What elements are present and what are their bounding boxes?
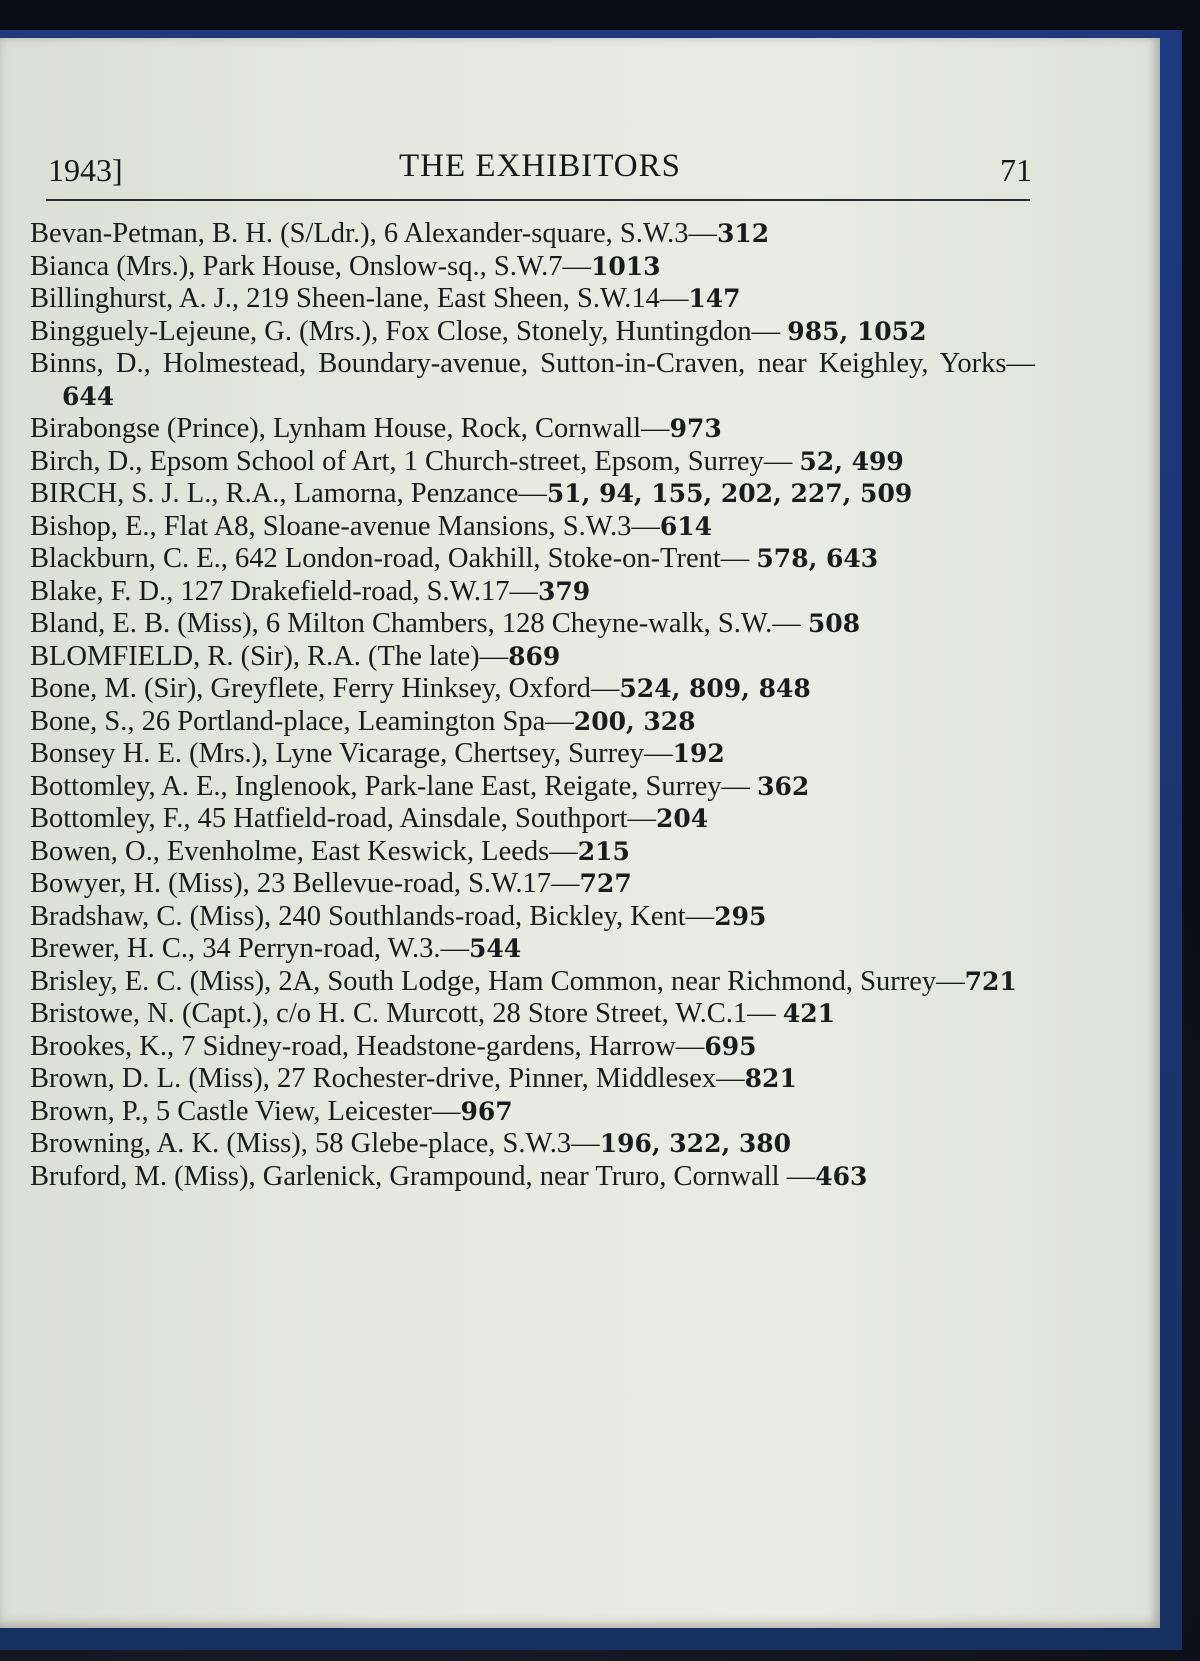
list-item [30,576,1035,609]
entry-text: Blackburn, C. E., 642 London-road, Oakhill, Stoke-on-Trent— [30,543,757,574]
catalogue-numbers: 295 [714,901,767,931]
list-item [30,348,1035,413]
catalogue-numbers: 192 [672,739,725,768]
catalogue-numbers: 1013 [590,251,661,281]
entry-text: Bone, S., 26 Portland-place, Leamington Spa— [30,705,574,737]
page-number: 71 [1000,152,1032,188]
catalogue-numbers: 52, 499 [799,446,904,476]
list-item [30,673,1035,706]
entry-text: Bone, M. (Sir), Greyflete, Ferry Hinksey, Oxford— [30,673,620,704]
catalogue-numbers: 614 [659,511,713,541]
list-item [30,933,1035,966]
list-item [30,771,1035,804]
entry-text: Bland, E. B. (Miss), 6 Milton Chambers, 128 Cheyne-walk, S.W.— [30,608,808,639]
header-rule [46,199,1030,201]
running-header [48,148,1032,188]
list-item [30,1161,1035,1194]
entry-text: Birabongse (Prince), Lynham House, Rock, Cornwall— [30,413,670,444]
catalogue-numbers: 204 [655,804,709,833]
entry-text: Brookes, K., 7 Sidney-road, Headstone-gardens, Harrow— [30,1030,705,1062]
catalogue-numbers: 508 [807,609,861,638]
catalogue-numbers: 215 [577,836,630,866]
entry-text: Bruford, M. (Miss), Garlenick, Grampound, near Truro, Cornwall — [30,1160,816,1192]
catalogue-numbers: 578, 643 [756,544,879,573]
entry-text: Brown, P., 5 Castle View, Leicester— [30,1095,461,1127]
list-item [30,706,1035,739]
list-item [30,413,1035,446]
catalogue-numbers: 312 [717,219,770,248]
list-item [30,316,1035,349]
entry-text: Binns, D., Holmestead, Boundary-avenue, Sutton-in-Craven, near Keighley, Yorks— [30,348,1035,379]
entry-text: Bottomley, F., 45 Hatfield-road, Ainsdale, Southport— [30,803,656,834]
list-item [30,251,1035,284]
entry-text: Bristowe, N. (Capt.), c/o H. C. Murcott, 28 Store Street, W.C.1— [30,998,783,1029]
catalogue-numbers: 721 [964,966,1017,996]
catalogue-numbers: 51, 94, 155, 202, 227, 509 [546,479,913,508]
entry-text: Bradshaw, C. (Miss), 240 Southlands-road, Bickley, Kent— [30,900,715,932]
entry-text: Birch, D., Epsom School of Art, 1 Church-street, Epsom, Surrey— [30,445,800,477]
catalogue-numbers: 967 [460,1096,513,1126]
list-item [30,1063,1035,1096]
list-item [30,1031,1035,1064]
list-item [30,218,1035,251]
entry-text: Bianca (Mrs.), Park House, Onslow-sq., S.W.7— [30,250,591,282]
catalogue-numbers: 362 [757,771,810,801]
catalogue-numbers: 147 [688,284,741,313]
catalogue-numbers: 869 [508,641,561,671]
exhibitor-list [30,218,1035,1193]
catalogue-numbers: 463 [815,1161,868,1191]
catalogue-numbers: 544 [468,934,522,963]
catalogue-numbers: 421 [782,999,836,1028]
catalogue-numbers: 379 [538,576,591,606]
list-item [30,1128,1035,1161]
list-item [30,803,1035,836]
entry-text: Bishop, E., Flat A8, Sloane-avenue Mansions, S.W.3— [30,510,660,542]
entry-text: Brown, D. L. (Miss), 27 Rochester-drive, Pinner, Middlesex— [30,1063,745,1094]
catalogue-numbers: 973 [669,414,722,443]
entry-text: BIRCH, S. J. L., R.A., Lamorna, Penzance— [30,478,547,509]
list-item [30,608,1035,641]
entry-text: Blake, F. D., 127 Drakefield-road, S.W.17— [30,575,538,607]
catalogue-numbers: 695 [704,1031,757,1061]
catalogue-numbers: 727 [579,869,632,898]
list-item [30,283,1035,316]
catalogue-numbers: 821 [744,1064,797,1093]
entry-text: BLOMFIELD, R. (Sir), R.A. (The late)— [30,640,509,672]
entry-text: Brewer, H. C., 34 Perryn-road, W.3.— [30,933,469,964]
list-item [30,543,1035,576]
list-item [30,836,1035,869]
catalogue-numbers: 985, 1052 [787,316,927,346]
list-item [30,511,1035,544]
list-item [30,1096,1035,1129]
list-item [30,478,1035,511]
catalogue-numbers: 200, 328 [573,706,696,736]
catalogue-numbers: 644 [62,381,115,411]
header-year: 1943] [48,152,123,188]
entry-text: Bingguely-Lejeune, G. (Mrs.), Fox Close, Stonely, Huntingdon— [30,315,788,347]
list-item [30,998,1035,1031]
entry-text: Brisley, E. C. (Miss), 2A, South Lodge, Ham Common, near Richmond, Surrey— [30,965,965,997]
entry-text: Bowen, O., Evenholme, East Keswick, Leeds— [30,835,578,867]
list-item [30,738,1035,771]
entry-text: Bonsey H. E. (Mrs.), Lyne Vicarage, Chertsey, Surrey— [30,738,673,769]
list-item [30,966,1035,999]
list-item [30,868,1035,901]
entry-text: Bottomley, A. E., Inglenook, Park-lane East, Reigate, Surrey— [30,770,758,802]
page-title: THE EXHIBITORS [399,148,681,184]
list-item [30,901,1035,934]
catalogue-numbers: 524, 809, 848 [619,674,811,703]
entry-text: Browning, A. K. (Miss), 58 Glebe-place, S.W.3— [30,1128,600,1159]
entry-text: Billinghurst, A. J., 219 Sheen-lane, East Sheen, S.W.14— [30,283,689,314]
entry-text: Bowyer, H. (Miss), 23 Bellevue-road, S.W.17— [30,868,580,899]
list-item [30,641,1035,674]
entry-text: Bevan-Petman, B. H. (S/Ldr.), 6 Alexander-square, S.W.3— [30,218,718,249]
catalogue-numbers: 196, 322, 380 [599,1129,792,1158]
list-item [30,446,1035,479]
